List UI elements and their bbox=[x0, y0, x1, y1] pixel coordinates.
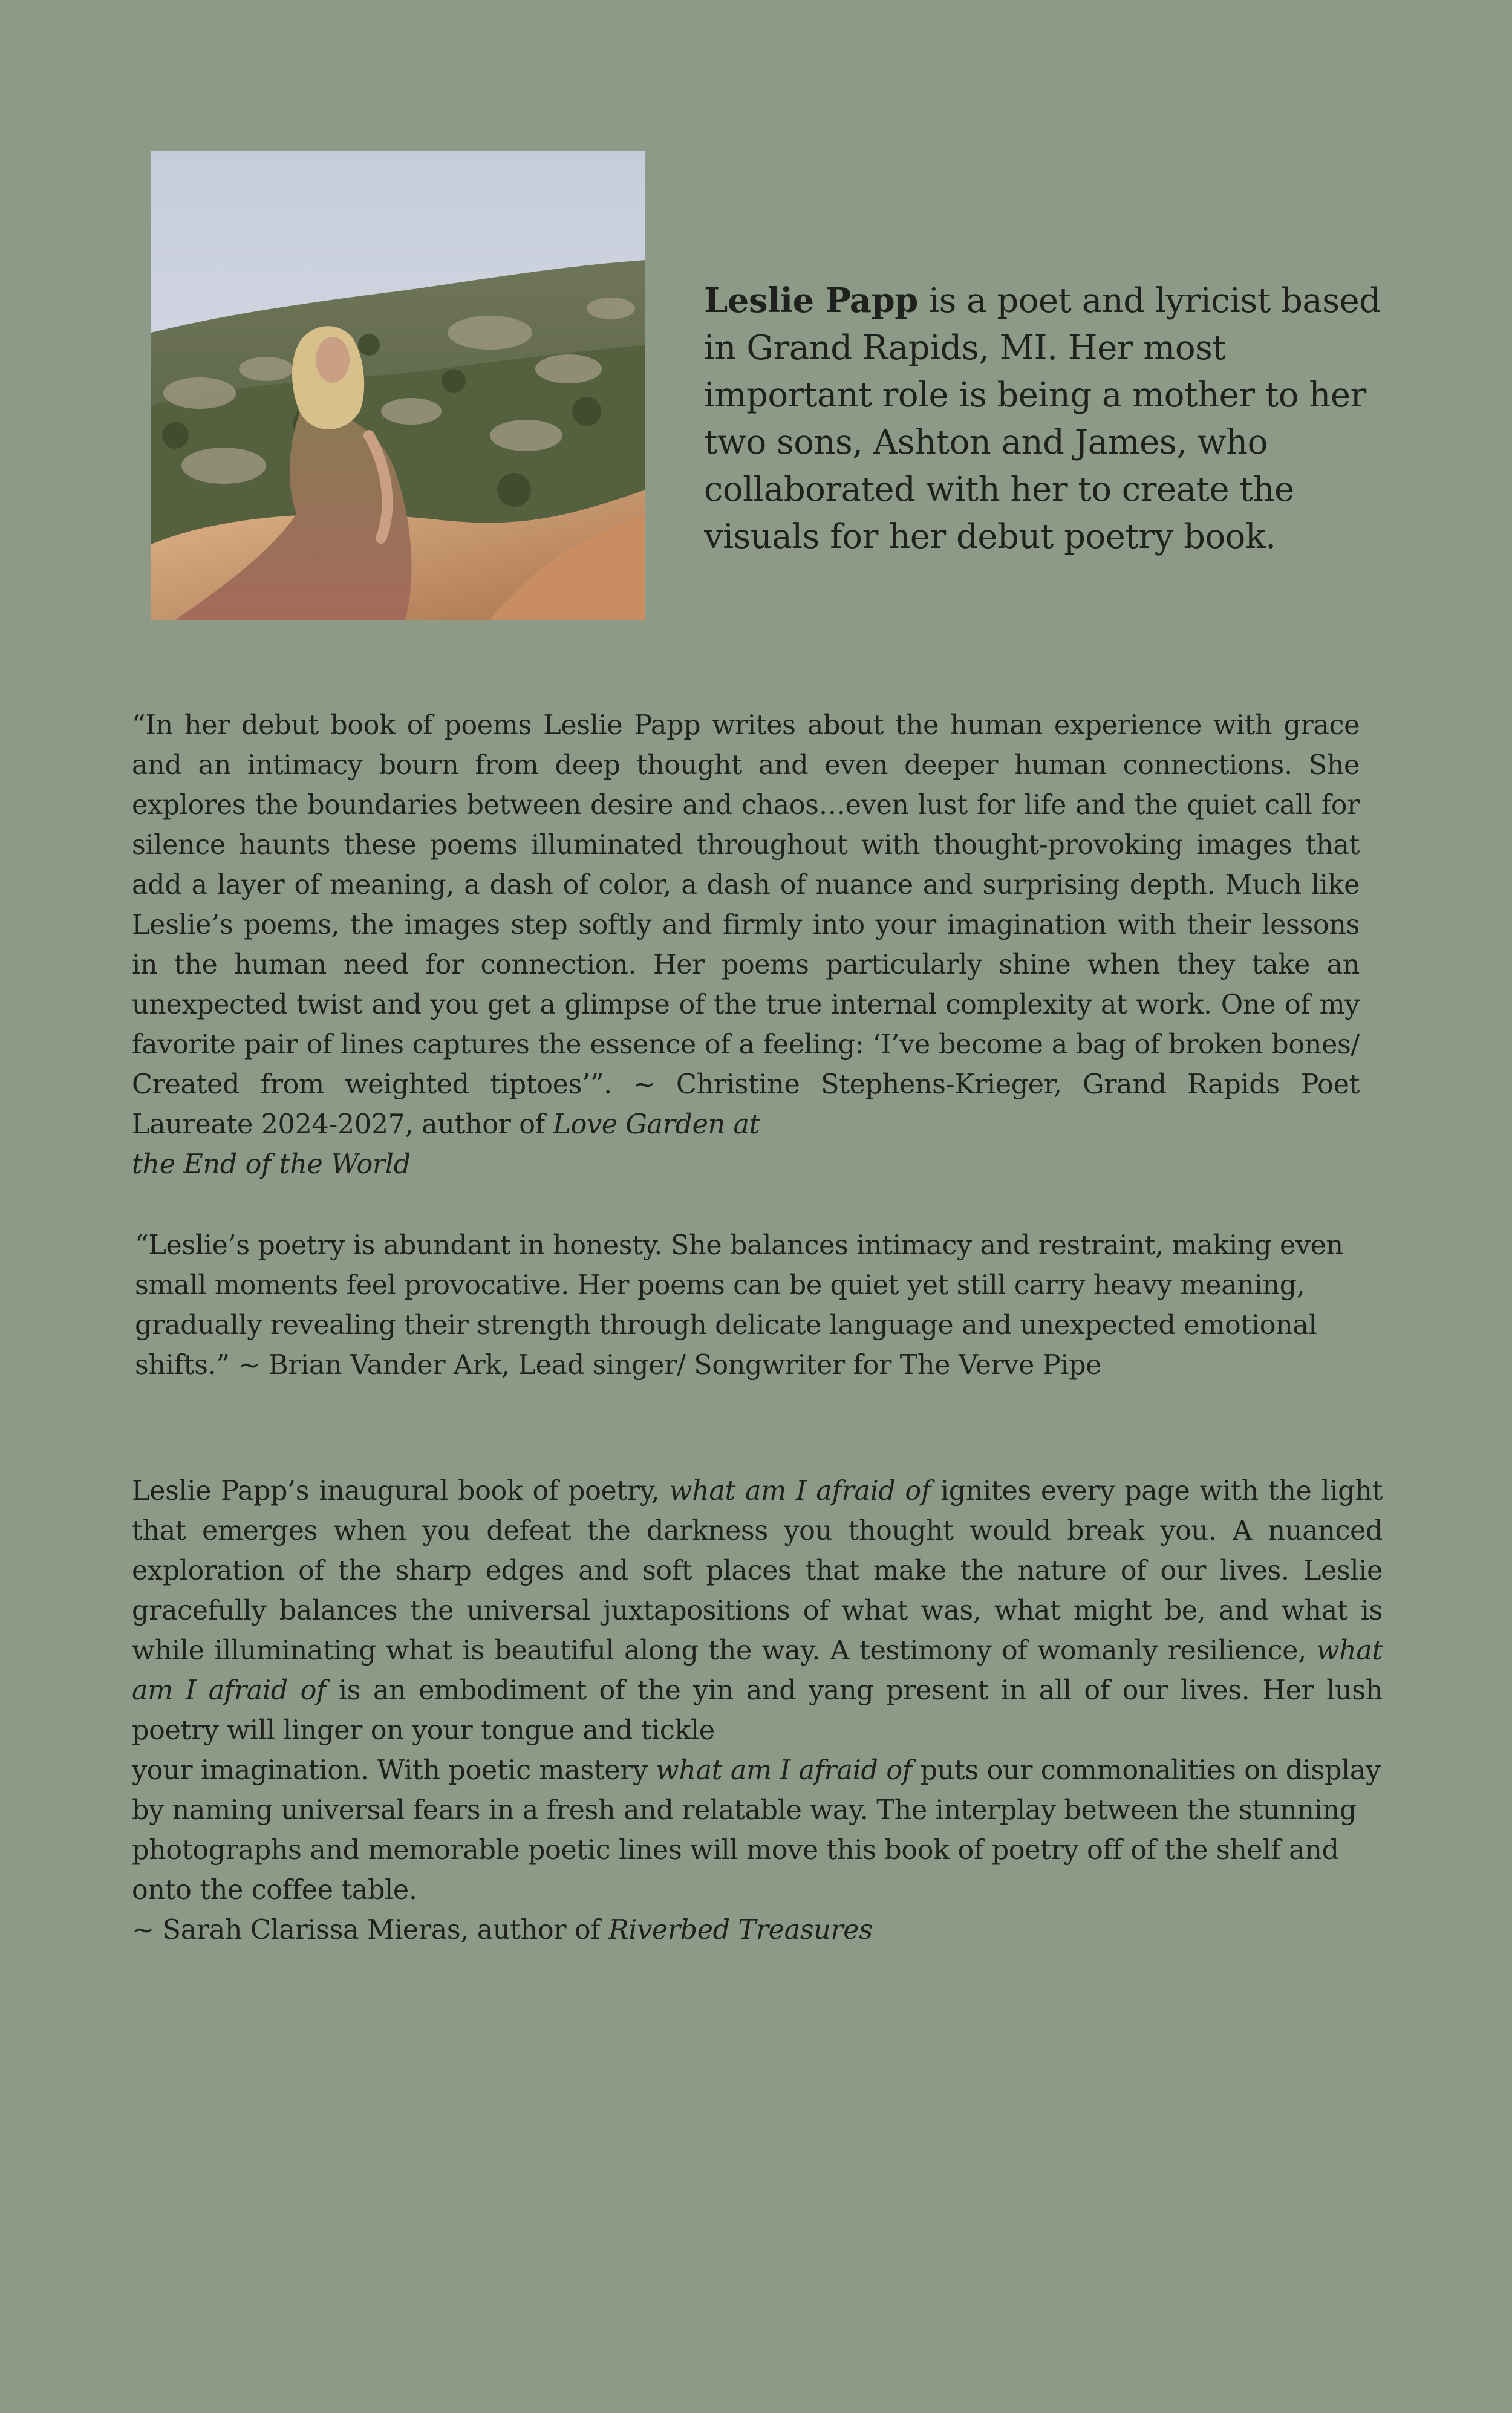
endorsement1-book-title: Love Garden at bbox=[553, 1109, 760, 1140]
endorsement1-text: “In her debut book of poems Leslie Papp writes about the human experience with grace and an intimacy bourn from deep thought and even deeper human connections. She explores the boundaries between desire and chaos…even lust for life and the quiet call for silence haunts these poems illuminated throughout with thought-provoking images that add a layer of meaning, a dash of color, a dash of nuance and surprising depth. Much like Leslie’s poems, the images step softly and firmly into your imagination with their lessons in the human need for connection. Her poems particularly shine when they take an unexpected twist and you get a glimpse of the true internal complexity at work. One of my favorite pair of lines captures the essence of a feeling: ‘I’ve become a bag of broken bones/ Created from weighted tiptoes’”. ~ Christine Stephens-Krieger, Grand Rapids Poet Laureate 2024-2027, author of bbox=[132, 710, 1360, 1140]
author-photo bbox=[151, 151, 645, 620]
endorsement3-paragraph2 bbox=[132, 1751, 1383, 1910]
endorsement3-paragraph1 bbox=[132, 1471, 1383, 1751]
author-bio-text: is a poet and lyricist based in Grand Rapids, MI. Her most important role is being a mother to her two sons, Ashton and James, who collaborated with her to create the visuals for her debut poetry book. bbox=[704, 281, 1381, 556]
endorsement2-text: “Leslie’s poetry is abundant in honesty. She balances intimacy and restraint, making even small moments feel provocative. Her poems can be quiet yet still carry heavy meaning, gradually revealing their strength through delicate language and unexpected emotional shifts.” ~ Brian Vander Ark, Lead singer/ Songwriter for The Verve Pipe bbox=[135, 1230, 1343, 1381]
endorsement3-book-title-2: what am I afraid of bbox=[132, 1635, 1383, 1706]
endorsement3-attribution bbox=[132, 1910, 1383, 1950]
endorsement3-p2-end: puts our commonalities on display by naming universal fears in a fresh and relatable way. The interplay between the stunning photographs and memorable poetic lines will move this book of poetry off of the shelf and onto the coffee table. bbox=[132, 1755, 1381, 1906]
endorsement3-p2-start: your imagination. With poetic mastery bbox=[132, 1755, 656, 1786]
endorsement-stephens-krieger bbox=[132, 706, 1360, 1185]
endorsement3-author: ~ Sarah Clarissa Mieras, author of bbox=[132, 1915, 609, 1946]
author-name: Leslie Papp bbox=[704, 281, 918, 321]
endorsement3-book-title: what am I afraid of bbox=[669, 1476, 931, 1506]
endorsement3-author-book: Riverbed Treasures bbox=[608, 1915, 873, 1946]
author-photo-image bbox=[151, 151, 645, 620]
endorsement3-p1-end: is an embodiment of the yin and yang present in all of our lives. Her lush poetry will linger on your tongue and tickle bbox=[132, 1675, 1383, 1746]
author-bio bbox=[704, 277, 1387, 561]
endorsement3-p1-middle: ignites every page with the light that emerges when you defeat the darkness you thought would break you. A nuanced exploration of the sharp edges and soft places that make the nature of our lives. Leslie gracefully balances the universal juxtapositions of what was, what might be, and what is while illuminating what is beautiful along the way. A testimony of womanly resilience, bbox=[132, 1476, 1383, 1666]
endorsement-mieras bbox=[132, 1471, 1383, 1950]
endorsement3-book-title-3: what am I afraid of bbox=[656, 1755, 912, 1786]
endorsement-vander-ark bbox=[135, 1226, 1363, 1386]
endorsement3-p1-start: Leslie Papp’s inaugural book of poetry, bbox=[132, 1476, 670, 1506]
endorsement1-book-title-cont: the End of the World bbox=[132, 1149, 411, 1180]
